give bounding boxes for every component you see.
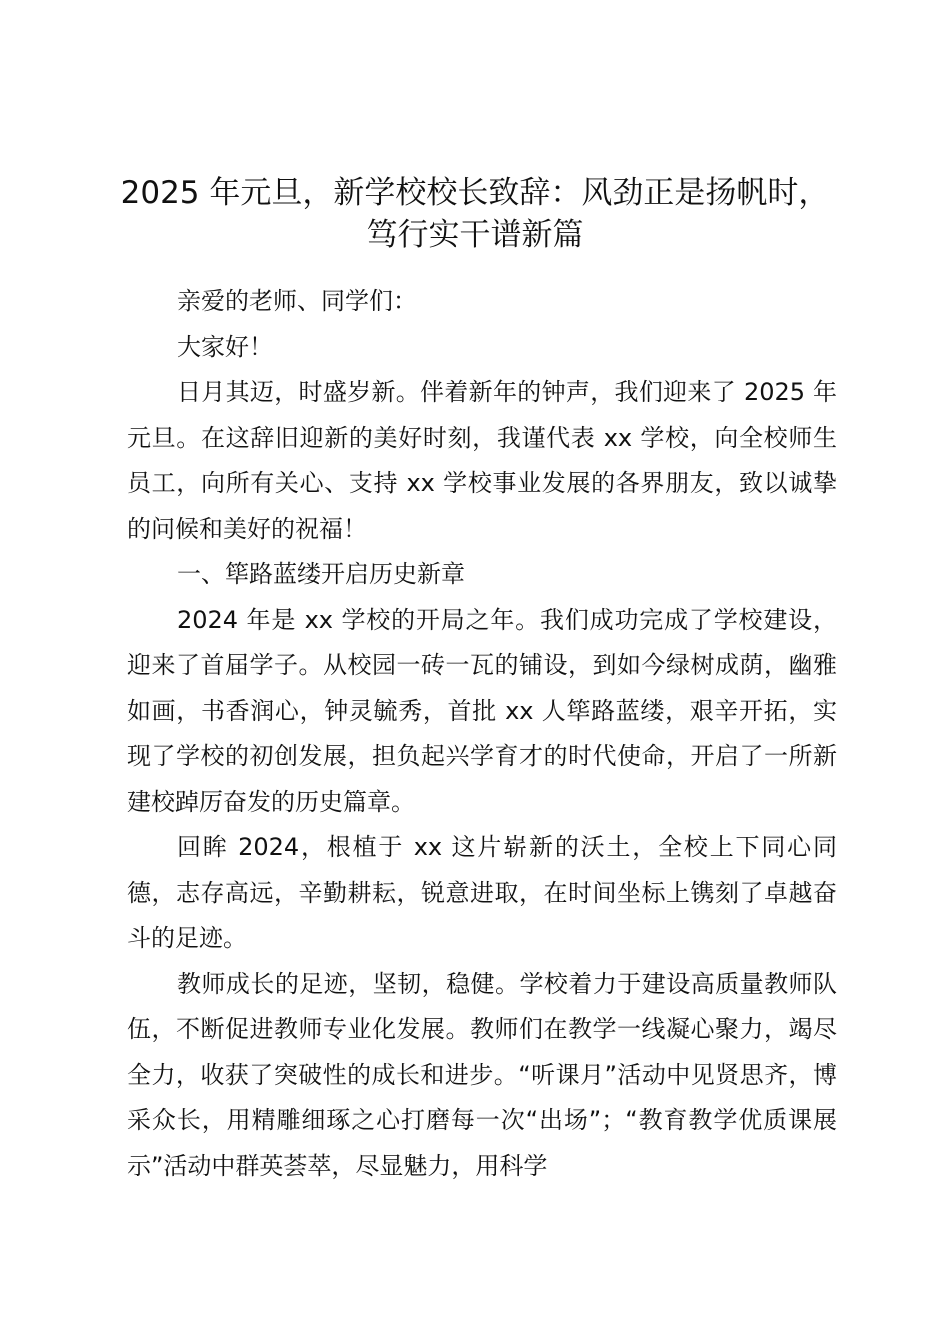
paragraph-opening: 日月其迈，时盛岁新。伴着新年的钟声，我们迎来了 2025 年元旦。在这辞旧迎新的美好时刻，我谨代表 xx 学校，向全校师生员工，向所有关心、支持 xx 学校事业发展的各界朋友，致以诚挚的问候和美好的祝福！ [127,378,837,543]
document-body [127,279,837,1189]
paragraph-review-2024: 回眸 2024，根植于 xx 这片崭新的沃土，全校上下同心同德，志存高远，辛勤耕耘，锐意进取，在时间坐标上镌刻了卓越奋斗的足迹。 [127,833,837,952]
document-title: 2025 年元旦，新学校校长致辞：风劲正是扬帆时，笃行实干谱新篇 [120,175,830,253]
greeting: 大家好！ [177,332,273,361]
paragraph-teacher-growth: 教师成长的足迹，坚韧，稳健。学校着力于建设高质量教师队伍，不断促进教师专业化发展。教师们在教学一线凝心聚力，竭尽全力，收获了突破性的成长和进步。“听课月”活动中见贤思齐，博采众长，用精雕细琢之心打磨每一次“出场”；“教育教学优质课展示”活动中群英荟萃，尽显魅力，用科学 [127,969,837,1180]
salutation: 亲爱的老师、同学们： [177,287,417,315]
section-heading-1: 一、筚路蓝缕开启历史新章 [177,560,465,588]
paragraph-2024-start: 2024 年是 xx 学校的开局之年。我们成功完成了学校建设，迎来了首届学子。从校园一砖一瓦的铺设，到如今绿树成荫，幽雅如画，书香润心，钟灵毓秀，首批 xx 人筚路蓝缕，艰辛开拓，实现了学校的初创发展，担负起兴学育才的时代使命，开启了一所新建校踔厉奋发的历史篇章。 [127,605,837,816]
